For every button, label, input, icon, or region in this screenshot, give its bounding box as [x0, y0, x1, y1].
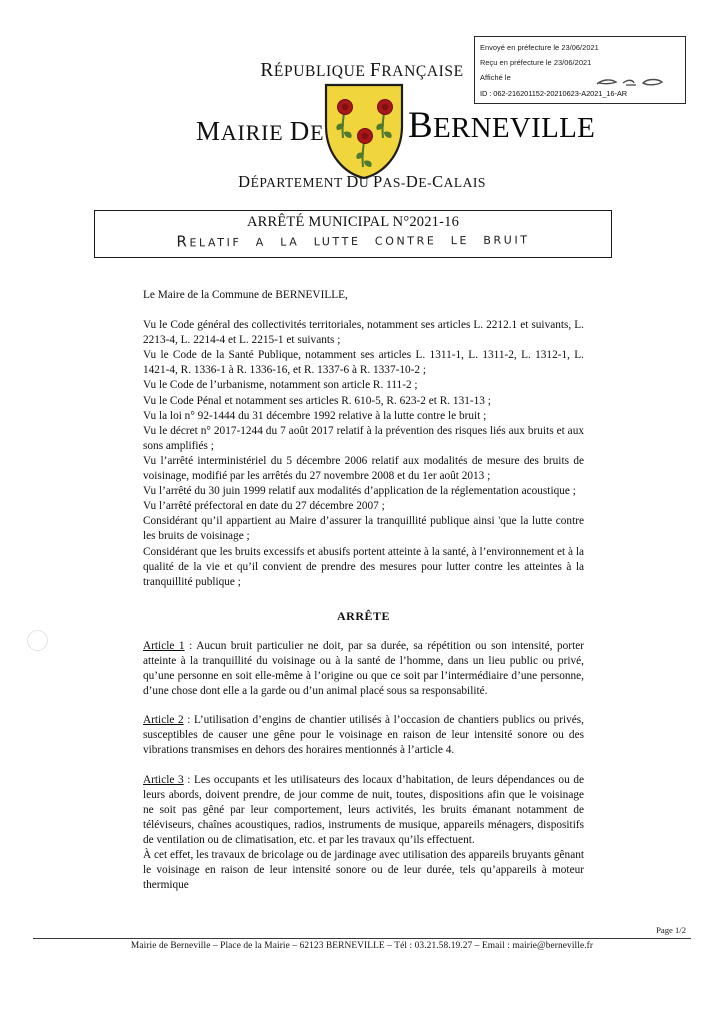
vu-clause: Vu l’arrêté du 30 juin 1999 relatif aux modalités d’application de la réglementation acoustique ; [143, 485, 576, 498]
document-body [143, 288, 584, 893]
footer-contact-line: Mairie de Berneville – Place de la Mairie – 62123 BERNEVILLE – Tél : 03.21.58.19.27 – Email : mairie@berneville.fr [130, 941, 594, 951]
article-3-text: : Les occupants et les utilisateurs des locaux d’habitation, de leurs dépendances ou de leurs abords, doivent prendre, de jour comme de nuit, toutes, dispositions afin que le voisinage ne soit pas gêné par leur comportement, leurs activités, les bruits émanant notamment de téléviseurs, chaînes acoustiques, radios, instruments de musique, appareils ménagers, dispositifs de ventilation ou de climatisation, etc. et par les travaux qu’ils effectuent. [143, 773, 585, 846]
vu-clause: Vu le Code de la Santé Publique, notamment ses articles L. 1311-1, L. 1311-2, L. 1312-1, L. 1421-4, R. 1336-1 à R. 1336-16, et R. 1337-6 à R. 1337-10-2 ; [143, 349, 584, 377]
vu-clause: Vu le décret n° 2017-1244 du 7 août 2017 relatif à la prévention des risques liés aux bruits et aux sons amplifiés ; [143, 424, 584, 452]
stamp-posted-line: Affiché le [480, 73, 511, 83]
considerant-clause: Considérant que les bruits excessifs et abusifs portent atteinte à la santé, à l’environnement et à la qualité de la vie et qu’il convient de prendre des mesures pour lutter contre les atteintes à la tranquillité publique ; [143, 545, 584, 588]
article-3 [143, 773, 584, 848]
article-1-label: Article 1 [143, 639, 185, 652]
vu-clause: Vu le Code Pénal et notamment ses articles R. 610-5, R. 623-2 et R. 131-13 ; [143, 394, 491, 407]
arrete-title-box [94, 210, 612, 258]
arrete-title-handwritten: Relatif a la lutte contre le bruit [176, 229, 530, 251]
commune-name: BERNEVILLE [408, 105, 596, 146]
vu-clause: Vu le Code général des collectivités territoriales, notamment ses articles L. 2212.1 et suivants, L. 2213-4, L. 2214-4 et L. 2215-1 et suivants ; [143, 319, 584, 347]
stamp-id-line: ID : 062-216201152-20210623-A2021_16-AR [480, 88, 628, 98]
vu-clause: Vu l’arrêté préfectoral en date du 27 décembre 2007 ; [143, 500, 385, 513]
hole-punch-mark [27, 630, 48, 651]
article-3-continuation: À cet effet, les travaux de bricolage ou de jardinage avec utilisation des appareils bruyants gênant le voisinage en raison de leur intensité sonore ou de leur durée, tels qu’appareils à moteur thermique [143, 849, 584, 892]
stamp-received-line: Reçu en préfecture le 23/06/2021 [480, 58, 592, 68]
stamp-sent-line: Envoyé en préfecture le 23/06/2021 [480, 43, 599, 52]
article-2 [143, 713, 584, 758]
footer-divider [33, 938, 691, 939]
arrete-heading: ARRÊTE [336, 608, 390, 623]
mayor-lead-line: Le Maire de la Commune de BERNEVILLE, [143, 289, 348, 301]
article-1-text: : Aucun bruit particulier ne doit, par sa durée, sa répétition ou son intensité, porter atteinte à la tranquillité du voisinage ou à la santé de l’homme, dans un lieu public ou privé, qu’une personne en soit elle-même à l’origine ou que ce soit par l’intermédiaire d’une personne, d’une chose dont elle a la garde ou d’un animal placé sous sa responsabilité. [143, 639, 584, 698]
mairie-label: MAIRIE DE [196, 116, 325, 146]
page-number: Page 1/2 [656, 925, 686, 935]
considerant-clause: Considérant qu’il appartient au Maire d’assurer la tranquillité publique ainsi 'que la lutte contre les bruits de voisinage ; [143, 515, 584, 543]
vu-clause: Vu la loi n° 92-1444 du 31 décembre 1992 relative à la lutte contre le bruit ; [143, 409, 487, 422]
article-3-label: Article 3 [143, 773, 184, 786]
vu-clause: Vu l’arrêté interministériel du 5 décembre 2006 relatif aux modalités de mesure des bruits de voisinage, modifié par les arrêtés du 27 novembre 2008 et du 1er août 2013 ; [143, 454, 584, 483]
republic-title: RÉPUBLIQUE FRANÇAISE [260, 60, 464, 81]
article-2-label: Article 2 [143, 714, 184, 727]
coat-of-arms-icon [322, 82, 406, 180]
article-2-text: : L’utilisation d’engins de chantier utilisés à l’occasion de chantiers publics ou privés, susceptibles de causer une gêne pour le voisinage en raison de leur intensité sonore ou des vibrations transmises en dehors des horaires mentionnés à l’article 4. [143, 714, 585, 757]
vu-clause: Vu le Code de l’urbanisme, notamment son article R. 111-2 ; [143, 379, 418, 392]
departement-label: DÉPARTEMENT DU PAS-DE-CALAIS [238, 172, 486, 191]
article-1 [143, 639, 584, 699]
arrete-title-printed: ARRÊTÉ MUNICIPAL N°2021-16 [246, 214, 460, 230]
